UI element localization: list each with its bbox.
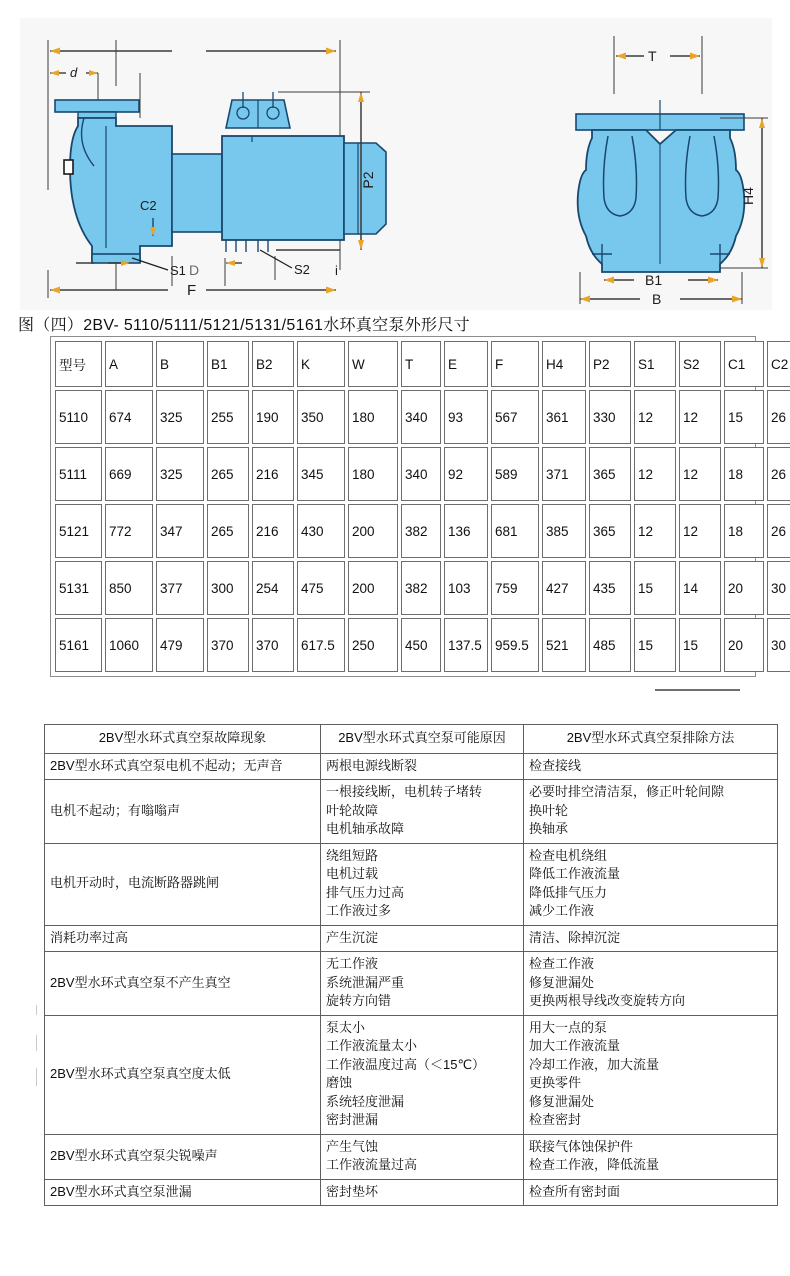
dimension-value-cell: 103 [444,561,488,615]
cause-item: 无工作液 [326,956,379,971]
dimension-value-cell: 681 [491,504,539,558]
remedy-item: 清洁、除掉沉淀 [529,929,621,945]
dimension-value-cell: 589 [491,447,539,501]
symptom-cell: 2BV型水环式真空泵泄漏 [45,1179,321,1206]
dimension-value-cell: 26 [767,504,790,558]
dimension-value-cell: 255 [207,390,249,444]
cause-cell [321,1015,524,1134]
dimension-value-cell: 382 [401,504,441,558]
dimension-value-cell: 567 [491,390,539,444]
remedy-item: 修复泄漏处 [529,974,595,990]
dimension-value-cell: 365 [589,504,631,558]
remedy-item: 冷却工作液，加大流量 [529,1056,660,1072]
dimension-value-cell: 30 [767,618,790,672]
cause-item: 两根电源线断裂 [326,757,418,773]
remedy-cell [524,1015,778,1134]
margin-dash-1 [36,1005,37,1015]
dimension-value-cell: 850 [105,561,153,615]
cause-item: 叶轮故障 [326,802,379,818]
dimension-label-d: d [70,65,78,80]
dimension-value-cell: 365 [589,447,631,501]
dimension-label-d-base: D [189,262,200,278]
margin-dash-3 [36,1068,37,1086]
dimension-value-cell: 370 [252,618,294,672]
dimension-value-cell: 14 [679,561,721,615]
dimension-value-cell: 350 [297,390,345,444]
dimension-value-cell: 15 [634,561,676,615]
dimension-header-cell-7: T [401,341,441,387]
dimension-value-cell: 20 [724,561,764,615]
dimension-value-cell: 12 [634,504,676,558]
dimension-label-f: F [187,282,197,299]
troubleshooting-row [45,925,778,952]
remedy-item: 检查工作液，降低流量 [529,1157,660,1172]
dimension-label-s1: S1 [170,263,186,278]
cause-item: 一根接线断，电机转子堵转 [326,784,483,799]
dimension-label-b1: B1 [645,272,663,288]
cause-item: 产生气蚀 [326,1138,379,1154]
dimension-value-cell: 475 [297,561,345,615]
cause-cell [321,1179,524,1206]
dimension-value-cell: 340 [401,390,441,444]
remedy-cell [524,952,778,1016]
troubleshooting-row [45,753,778,780]
dimension-value-cell: 370 [207,618,249,672]
remedy-item: 换叶轮 [529,802,569,818]
dimension-value-cell: 12 [634,390,676,444]
remedy-item: 必要时排空清洁泵，修正叶轮间隙 [529,784,725,799]
remedy-item: 加大工作液流量 [529,1038,621,1053]
remedy-cell [524,1179,778,1206]
cause-item: 旋转方向错 [326,993,392,1008]
dimension-value-cell: 340 [401,447,441,501]
cause-cell [321,843,524,925]
margin-dash-2 [36,1035,37,1051]
dimension-value-cell: 180 [348,390,398,444]
troubleshooting-header-cell-1: 2BV型水环式真空泵可能原因 [321,725,524,754]
troubleshooting-header-cell-2: 2BV型水环式真空泵排除方法 [524,725,778,754]
cause-item: 电机轴承故障 [326,821,405,836]
cause-item: 密封泄漏 [326,1112,379,1127]
dimension-label-i: i [335,263,338,278]
remedy-cell [524,753,778,780]
dimension-value-cell: 265 [207,504,249,558]
symptom-cell: 2BV型水环式真空泵电机不起动；无声音 [45,753,321,780]
dimension-value-cell: 485 [589,618,631,672]
troubleshooting-row [45,1179,778,1206]
dimension-value-cell: 959.5 [491,618,539,672]
remedy-item: 用大一点的泵 [529,1019,608,1035]
dimension-value-cell: 265 [207,447,249,501]
dimension-value-cell: 330 [589,390,631,444]
dimension-value-cell: 26 [767,390,790,444]
dimension-label-s2: S2 [294,262,310,277]
dimension-model-cell: 5110 [55,390,102,444]
dimension-value-cell: 521 [542,618,586,672]
cause-item: 密封垫坏 [326,1183,379,1199]
pump-outline-drawing [20,18,772,310]
dimension-table-header-row [55,341,790,387]
dimension-value-cell: 20 [724,618,764,672]
dimension-header-cell-15: C2 [767,341,790,387]
motor-body [222,136,344,240]
dimension-value-cell: 382 [401,561,441,615]
dimension-header-cell-11: P2 [589,341,631,387]
dimension-header-cell-13: S2 [679,341,721,387]
dimension-model-cell: 5111 [55,447,102,501]
dimension-value-cell: 345 [297,447,345,501]
troubleshooting-row [45,1015,778,1134]
troubleshooting-row [45,1134,778,1179]
symptom-cell: 2BV型水环式真空泵不产生真空 [45,952,321,1016]
troubleshooting-row [45,780,778,844]
dimension-value-cell: 377 [156,561,204,615]
dimension-value-cell: 772 [105,504,153,558]
dimension-header-cell-1: A [105,341,153,387]
coupling-section [172,154,222,232]
dimension-table-row [55,561,790,615]
dimension-header-cell-10: H4 [542,341,586,387]
dimension-value-cell: 30 [767,561,790,615]
dimension-value-cell: 325 [156,447,204,501]
dimension-value-cell: 200 [348,561,398,615]
dimension-value-cell: 26 [767,447,790,501]
cause-item: 系统泄漏严重 [326,974,405,990]
dimension-value-cell: 190 [252,390,294,444]
dimension-header-cell-4: B2 [252,341,294,387]
dimension-value-cell: 435 [589,561,631,615]
remedy-cell [524,780,778,844]
remedy-item: 降低工作液流量 [529,866,621,881]
dimension-value-cell: 1060 [105,618,153,672]
dimension-table [52,338,790,675]
cause-cell [321,1134,524,1179]
cause-item: 工作液温度过高（＜15℃） [326,1056,486,1072]
remedy-item: 检查电机绕组 [529,847,608,863]
cause-item: 系统轻度泄漏 [326,1093,405,1109]
remedy-cell [524,1134,778,1179]
figure-caption: 图（四）2BV- 5110/5111/5121/5131/5161水环真空泵外形尺寸 [18,317,470,334]
dimension-header-cell-0: 型号 [55,341,102,387]
remedy-item: 联接气体蚀保护件 [529,1138,634,1154]
remedy-cell [524,843,778,925]
dimension-value-cell: 325 [156,390,204,444]
cause-item: 工作液流量过高 [326,1157,418,1172]
cause-cell [321,780,524,844]
cause-item: 工作液过多 [326,903,392,918]
remedy-item: 检查工作液 [529,956,595,971]
dimension-label-b: B [652,291,662,307]
cause-item: 泵太小 [326,1019,366,1035]
dimension-value-cell: 12 [634,447,676,501]
symptom-cell: 消耗功率过高 [45,925,321,952]
symptom-cell: 电机开动时，电流断路器跳闸 [45,843,321,925]
cause-item: 电机过载 [326,866,379,881]
troubleshooting-header-cell-0: 2BV型水环式真空泵故障现象 [45,725,321,754]
dimension-header-cell-5: K [297,341,345,387]
drawing-svg [20,18,772,310]
cause-item: 绕组短路 [326,847,379,863]
symptom-cell: 电机不起动；有嗡嗡声 [45,780,321,844]
dimension-value-cell: 15 [634,618,676,672]
troubleshooting-row [45,952,778,1016]
dimension-value-cell: 200 [348,504,398,558]
remedy-item: 更换两根导线改变旋转方向 [529,993,686,1008]
dimension-value-cell: 430 [297,504,345,558]
symptom-cell: 2BV型水环式真空泵真空度太低 [45,1015,321,1134]
cause-cell [321,753,524,780]
cause-item: 排气压力过高 [326,884,405,900]
dimension-label-h4: H4 [740,187,756,205]
housing-port [64,160,73,174]
dimension-value-cell: 347 [156,504,204,558]
dimension-value-cell: 216 [252,447,294,501]
dimension-table-row [55,447,790,501]
dimension-label-c2: C2 [140,198,157,213]
cause-cell [321,952,524,1016]
dimension-header-cell-9: F [491,341,539,387]
dimension-value-cell: 371 [542,447,586,501]
symptom-cell: 2BV型水环式真空泵尖锐噪声 [45,1134,321,1179]
dimension-header-cell-6: W [348,341,398,387]
dimension-value-cell: 216 [252,504,294,558]
dimension-value-cell: 15 [724,390,764,444]
cause-item: 工作液流量太小 [326,1038,418,1053]
dimension-table-row [55,618,790,672]
dimension-value-cell: 300 [207,561,249,615]
dimension-value-cell: 15 [679,618,721,672]
dimension-header-cell-14: C1 [724,341,764,387]
dimension-header-cell-3: B1 [207,341,249,387]
dimension-model-cell: 5161 [55,618,102,672]
dimension-value-cell: 12 [679,447,721,501]
remedy-cell [524,925,778,952]
remedy-item: 修复泄漏处 [529,1093,595,1109]
dimension-header-cell-12: S1 [634,341,676,387]
troubleshooting-header-row [45,725,778,754]
remedy-item: 减少工作液 [529,903,595,918]
dimension-table-container [50,336,789,677]
dimension-value-cell: 254 [252,561,294,615]
troubleshooting-row [45,843,778,925]
remedy-item: 降低排气压力 [529,884,608,900]
dimension-value-cell: 450 [401,618,441,672]
dimension-value-cell: 136 [444,504,488,558]
dimension-value-cell: 18 [724,504,764,558]
dimension-value-cell: 427 [542,561,586,615]
dimension-value-cell: 12 [679,390,721,444]
dimension-value-cell: 669 [105,447,153,501]
cause-item: 产生沉淀 [326,929,379,945]
troubleshooting-table-container [44,724,750,1206]
dimension-table-row [55,504,790,558]
dimension-value-cell: 180 [348,447,398,501]
dimension-value-cell: 674 [105,390,153,444]
dimension-value-cell: 479 [156,618,204,672]
dimension-value-cell: 92 [444,447,488,501]
dimension-label-t: T [648,48,657,64]
dimension-model-cell: 5121 [55,504,102,558]
remedy-item: 换轴承 [529,821,569,836]
dimension-value-cell: 617.5 [297,618,345,672]
dimension-value-cell: 12 [679,504,721,558]
dimension-value-cell: 250 [348,618,398,672]
dimension-header-cell-2: B [156,341,204,387]
dimension-value-cell: 361 [542,390,586,444]
suction-flange [55,100,139,112]
troubleshooting-table [44,724,778,1206]
horizontal-rule-artifact [655,689,740,691]
cause-cell [321,925,524,952]
remedy-item: 检查密封 [529,1112,582,1127]
dimension-value-cell: 93 [444,390,488,444]
remedy-item: 更换零件 [529,1075,582,1090]
dimension-value-cell: 385 [542,504,586,558]
dimension-label-p2: P2 [360,171,376,189]
dimension-model-cell: 5131 [55,561,102,615]
dimension-value-cell: 137.5 [444,618,488,672]
dimension-value-cell: 18 [724,447,764,501]
dimension-value-cell: 759 [491,561,539,615]
dimension-table-row [55,390,790,444]
remedy-item: 检查所有密封面 [529,1183,621,1199]
cause-item: 磨蚀 [326,1075,353,1090]
remedy-item: 检查接线 [529,757,582,773]
dimension-header-cell-8: E [444,341,488,387]
